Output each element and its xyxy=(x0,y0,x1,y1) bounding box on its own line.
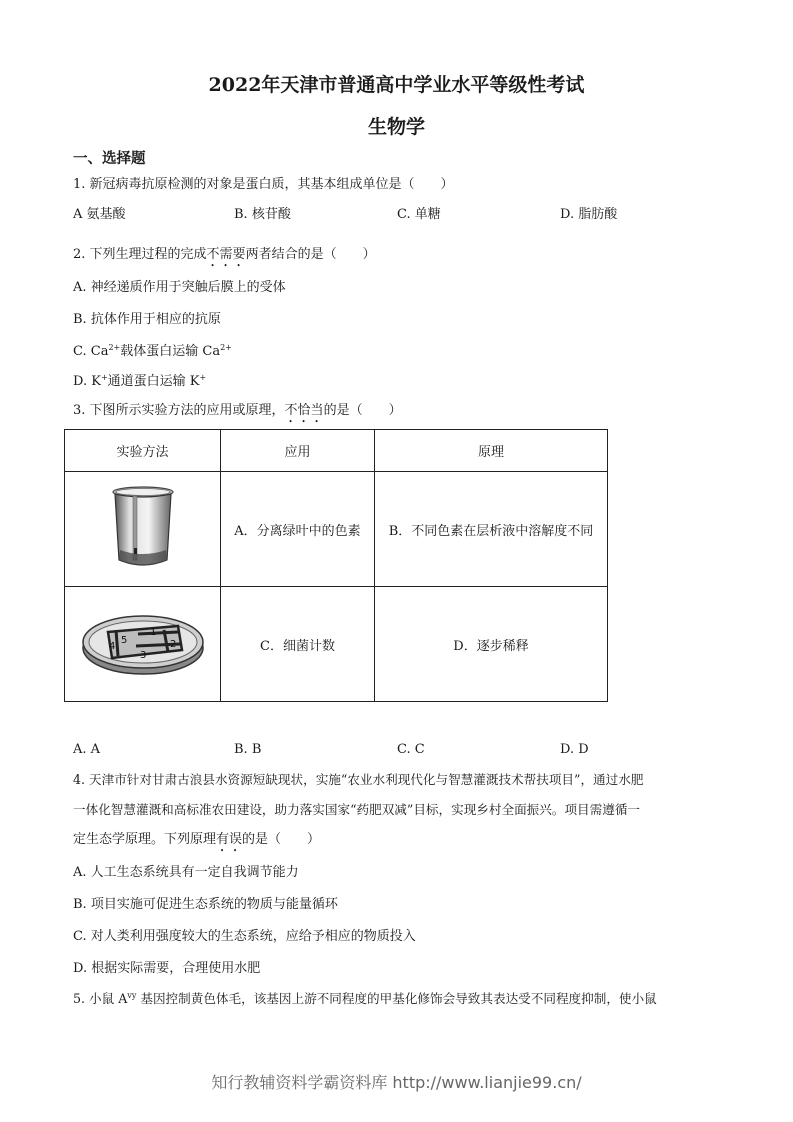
q3-emphasis: 不恰当 xyxy=(284,403,324,418)
table-row xyxy=(65,472,608,587)
plate-label-3: 3 xyxy=(139,650,146,661)
cell-application-a: A．分离绿叶中的色素 xyxy=(221,472,375,587)
q3-option-a: A. A xyxy=(73,742,101,757)
q3-option-d: D. D xyxy=(560,742,589,757)
q4-stem-line2: 一体化智慧灌溉和高标准农田建设，助力落实国家“药肥双减”目标，实现乡村全面振兴。项目需遵循一 xyxy=(73,802,641,817)
q4-emphasis: 有误 xyxy=(216,832,243,847)
q3-stem: 3. 下图所示实验方法的应用或原理，不恰当的是（ ） xyxy=(73,403,402,418)
q3-option-c: C. C xyxy=(397,742,425,757)
q4-option-b: B. 项目实施可促进生态系统的物质与能量循环 xyxy=(73,897,338,912)
q1-stem: 1. 新冠病毒抗原检测的对象是蛋白质，其基本组成单位是（ ） xyxy=(73,177,454,192)
exam-title: 2022年天津市普通高中学业水平等级性考试 xyxy=(208,74,585,96)
q2-option-d: D. K+通道蛋白运输 K+ xyxy=(73,373,207,389)
q1-option-a: A 氨基酸 xyxy=(73,207,126,222)
beaker-illustration xyxy=(103,482,183,572)
q1-option-c: C. 单糖 xyxy=(397,207,441,222)
q3-option-b: B. B xyxy=(234,742,262,757)
table-row xyxy=(65,587,608,702)
table-header-application: 应用 xyxy=(221,430,375,472)
q4-option-a: A. 人工生态系统具有一定自我调节能力 xyxy=(73,865,299,880)
table-header-method: 实验方法 xyxy=(65,430,221,472)
q5-stem: 5. 小鼠 $A^{vy}$ 基因控制黄色体毛，该基因上游不同程度的甲基化修饰会导致其表达受不同程度抑制，使小鼠 xyxy=(73,991,657,1006)
footer-watermark: 知行教辅资料学霸资料库 http://www.lianjie99.cn/ xyxy=(211,1073,582,1092)
table-header-row xyxy=(65,430,608,472)
petri-dish-illustration xyxy=(78,602,208,682)
section-heading: 一、选择题 xyxy=(73,150,146,167)
plate-label-1: 1 xyxy=(149,627,156,638)
q2-option-b: B. 抗体作用于相应的抗原 xyxy=(73,312,221,327)
cell-principle-d: D．逐步稀释 xyxy=(375,587,608,702)
petri-dish-image-cell xyxy=(65,587,221,702)
plate-label-2: 2 xyxy=(169,639,176,650)
q4-option-d: D. 根据实际需要，合理使用水肥 xyxy=(73,961,261,976)
q4-option-c: C. 对人类利用强度较大的生态系统，应给予相应的物质投入 xyxy=(73,929,416,944)
q2-stem: 2. 下列生理过程的完成不需要两者结合的是（ ） xyxy=(73,247,376,262)
q2-option-a: A. 神经递质作用于突触后膜上的受体 xyxy=(73,280,286,295)
q4-stem-line3: 定生态学原理。下列原理有误的是（ ） xyxy=(73,832,321,847)
q2-emphasis: 不需要 xyxy=(206,247,246,262)
table-header-principle: 原理 xyxy=(375,430,608,472)
subject-title: 生物学 xyxy=(367,116,425,138)
beaker-image-cell xyxy=(65,472,221,587)
q2-option-c: C. $Ca^{2+}$载体蛋白运输 $Ca^{2+}$ xyxy=(73,343,232,359)
q1-option-b: B. 核苷酸 xyxy=(234,207,291,222)
plate-label-5: 5 xyxy=(120,635,127,646)
plate-label-4: 4 xyxy=(108,641,115,652)
q3-table xyxy=(64,429,608,702)
cell-principle-b: B．不同色素在层析液中溶解度不同 xyxy=(375,472,608,587)
q1-option-d: D. 脂肪酸 xyxy=(560,207,618,222)
cell-application-c: C．细菌计数 xyxy=(221,587,375,702)
q4-stem-line1: 4. 天津市针对甘肃古浪县水资源短缺现状，实施“农业水利现代化与智慧灌溉技术帮扶项目”，通过水肥 xyxy=(73,772,644,787)
